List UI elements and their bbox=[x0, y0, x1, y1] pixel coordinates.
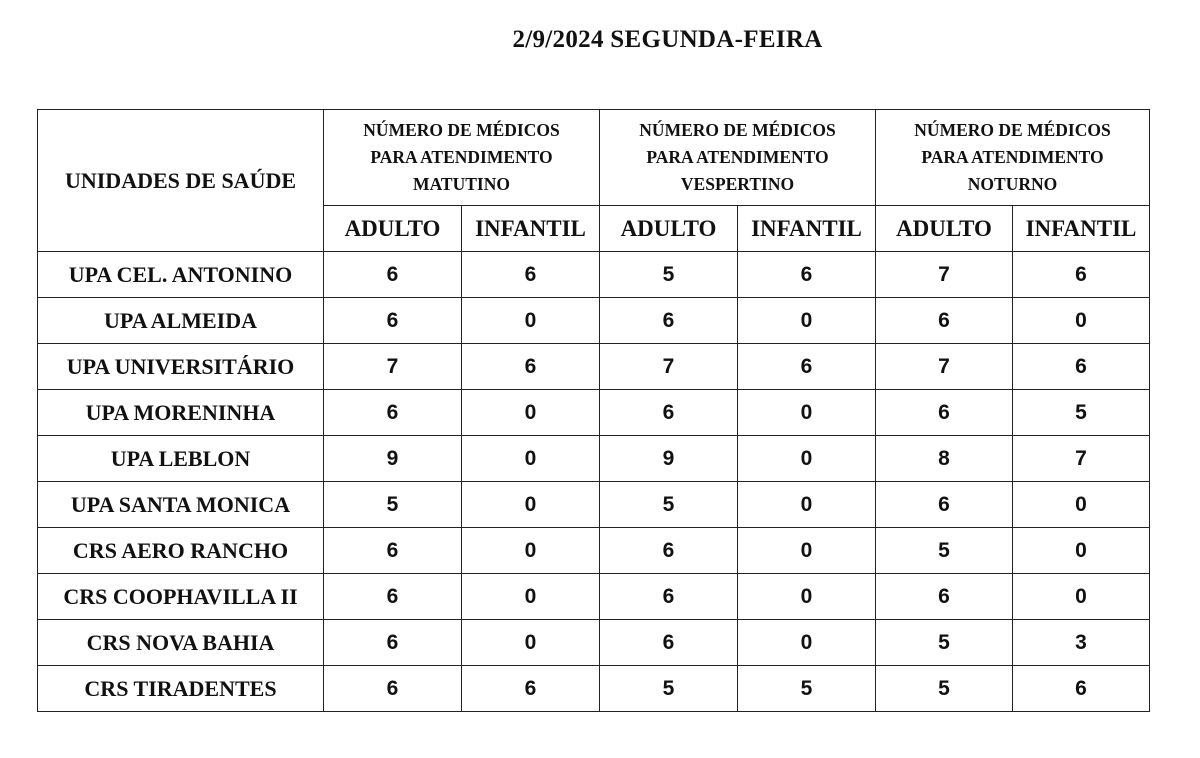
unit-name: CRS COOPHAVILLA II bbox=[38, 574, 324, 620]
doctor-count: 8 bbox=[876, 436, 1013, 482]
doctor-count: 6 bbox=[1013, 666, 1150, 712]
period-header-matutino bbox=[324, 110, 600, 206]
sub-header-adulto: ADULTO bbox=[600, 206, 738, 252]
doctor-count: 6 bbox=[738, 252, 876, 298]
doctor-count: 6 bbox=[462, 666, 600, 712]
table-row bbox=[38, 482, 1150, 528]
period-header-line: MATUTINO bbox=[413, 174, 510, 194]
table-row bbox=[38, 574, 1150, 620]
period-header-line: NÚMERO DE MÉDICOS bbox=[363, 120, 560, 140]
sub-header-infantil: INFANTIL bbox=[1013, 206, 1150, 252]
doctor-count: 6 bbox=[600, 298, 738, 344]
doctor-count: 0 bbox=[1013, 482, 1150, 528]
period-header-line: NOTURNO bbox=[967, 174, 1058, 194]
period-header-line: NÚMERO DE MÉDICOS bbox=[639, 120, 836, 140]
doctor-count: 0 bbox=[462, 482, 600, 528]
doctor-count: 6 bbox=[462, 252, 600, 298]
doctor-count: 6 bbox=[600, 390, 738, 436]
doctor-count: 5 bbox=[600, 666, 738, 712]
doctor-count: 6 bbox=[876, 574, 1013, 620]
doctor-count: 7 bbox=[876, 252, 1013, 298]
period-header-line: PARA ATENDIMENTO bbox=[370, 147, 553, 167]
doctor-count: 0 bbox=[738, 528, 876, 574]
sub-header-infantil: INFANTIL bbox=[462, 206, 600, 252]
period-header-line: NÚMERO DE MÉDICOS bbox=[914, 120, 1111, 140]
doctor-count: 0 bbox=[462, 298, 600, 344]
unit-name: CRS AERO RANCHO bbox=[38, 528, 324, 574]
doctor-count: 6 bbox=[738, 344, 876, 390]
period-header-vespertino bbox=[600, 110, 876, 206]
doctor-count: 6 bbox=[600, 528, 738, 574]
doctor-count: 6 bbox=[324, 574, 462, 620]
unit-name: UPA MORENINHA bbox=[38, 390, 324, 436]
doctor-count: 6 bbox=[462, 344, 600, 390]
doctor-count: 5 bbox=[876, 620, 1013, 666]
doctor-count: 0 bbox=[738, 482, 876, 528]
doctor-count: 0 bbox=[462, 390, 600, 436]
doctor-count: 5 bbox=[738, 666, 876, 712]
doctor-count: 7 bbox=[324, 344, 462, 390]
table-row bbox=[38, 620, 1150, 666]
doctor-count: 6 bbox=[324, 528, 462, 574]
page-title: 2/9/2024 SEGUNDA-FEIRA bbox=[512, 26, 823, 53]
unit-name: UPA UNIVERSITÁRIO bbox=[38, 344, 324, 390]
doctor-count: 9 bbox=[324, 436, 462, 482]
period-header-noturno bbox=[876, 110, 1150, 206]
table-row bbox=[38, 666, 1150, 712]
doctor-count: 0 bbox=[738, 620, 876, 666]
doctor-count: 0 bbox=[738, 574, 876, 620]
unit-column-header: UNIDADES DE SAÚDE bbox=[38, 110, 324, 252]
table-row bbox=[38, 390, 1150, 436]
doctor-count: 5 bbox=[1013, 390, 1150, 436]
doctor-count: 7 bbox=[1013, 436, 1150, 482]
table-row bbox=[38, 436, 1150, 482]
doctor-count: 0 bbox=[738, 390, 876, 436]
doctor-count: 7 bbox=[876, 344, 1013, 390]
unit-name: UPA CEL. ANTONINO bbox=[38, 252, 324, 298]
doctor-count: 6 bbox=[876, 298, 1013, 344]
period-header-row bbox=[38, 110, 1150, 206]
period-header-line: PARA ATENDIMENTO bbox=[646, 147, 829, 167]
doctor-count: 9 bbox=[600, 436, 738, 482]
unit-name: CRS NOVA BAHIA bbox=[38, 620, 324, 666]
table-row bbox=[38, 298, 1150, 344]
doctor-count: 0 bbox=[738, 298, 876, 344]
unit-name: CRS TIRADENTES bbox=[38, 666, 324, 712]
sub-header-infantil: INFANTIL bbox=[738, 206, 876, 252]
sub-header-adulto: ADULTO bbox=[876, 206, 1013, 252]
period-header-line: PARA ATENDIMENTO bbox=[921, 147, 1104, 167]
doctor-count: 5 bbox=[876, 666, 1013, 712]
doctor-count: 7 bbox=[600, 344, 738, 390]
table-row bbox=[38, 252, 1150, 298]
doctor-count: 0 bbox=[1013, 574, 1150, 620]
doctor-count: 6 bbox=[600, 620, 738, 666]
doctor-count: 6 bbox=[1013, 344, 1150, 390]
unit-name: UPA SANTA MONICA bbox=[38, 482, 324, 528]
doctor-count: 0 bbox=[1013, 298, 1150, 344]
doctor-count: 6 bbox=[876, 482, 1013, 528]
doctor-count: 0 bbox=[1013, 528, 1150, 574]
doctor-count: 3 bbox=[1013, 620, 1150, 666]
doctor-count: 6 bbox=[600, 574, 738, 620]
period-header-line: VESPERTINO bbox=[680, 174, 795, 194]
doctor-count: 5 bbox=[600, 482, 738, 528]
doctor-count: 0 bbox=[462, 620, 600, 666]
sub-header-adulto: ADULTO bbox=[324, 206, 462, 252]
table-row bbox=[38, 528, 1150, 574]
doctor-count: 6 bbox=[324, 666, 462, 712]
table-row bbox=[38, 344, 1150, 390]
doctor-count: 0 bbox=[462, 574, 600, 620]
doctor-count: 0 bbox=[462, 436, 600, 482]
doctor-count: 5 bbox=[876, 528, 1013, 574]
doctor-count: 6 bbox=[324, 298, 462, 344]
doctor-count: 6 bbox=[876, 390, 1013, 436]
unit-name: UPA ALMEIDA bbox=[38, 298, 324, 344]
doctor-count: 6 bbox=[324, 620, 462, 666]
doctor-count: 6 bbox=[324, 252, 462, 298]
doctor-count: 6 bbox=[1013, 252, 1150, 298]
doctor-count: 5 bbox=[324, 482, 462, 528]
doctor-count: 0 bbox=[738, 436, 876, 482]
doctor-count: 6 bbox=[324, 390, 462, 436]
doctor-count: 0 bbox=[462, 528, 600, 574]
doctors-schedule-table bbox=[37, 109, 1150, 712]
unit-name: UPA LEBLON bbox=[38, 436, 324, 482]
doctor-count: 5 bbox=[600, 252, 738, 298]
